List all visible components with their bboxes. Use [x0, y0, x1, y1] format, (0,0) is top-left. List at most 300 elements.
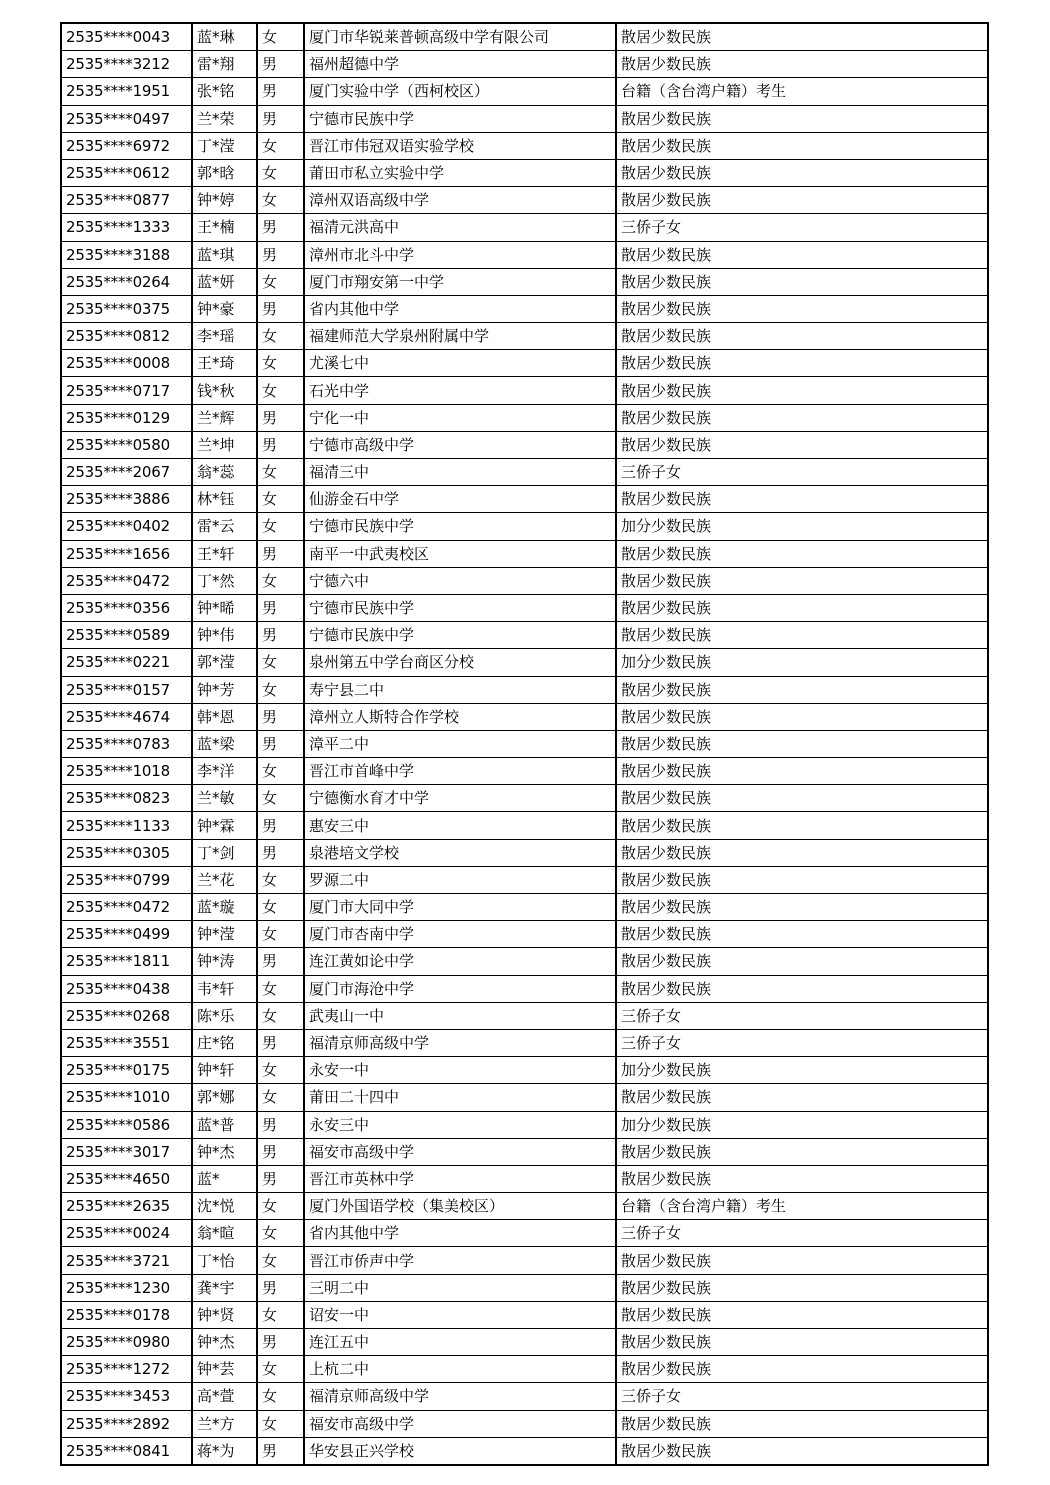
table-row [61, 1193, 988, 1220]
table-row [61, 431, 988, 458]
name-cell: 蓝*琳 [192, 23, 257, 51]
category-cell: 散居少数民族 [616, 948, 988, 975]
gender-cell: 女 [257, 1084, 304, 1111]
school-cell: 漳州立人斯特合作学校 [304, 703, 616, 730]
name-cell: 钟*涛 [192, 948, 257, 975]
candidate-id-cell: 2535****1133 [61, 812, 192, 839]
category-cell: 散居少数民族 [616, 159, 988, 186]
category-cell: 散居少数民族 [616, 567, 988, 594]
table-body [61, 23, 988, 1465]
gender-cell: 男 [257, 1138, 304, 1165]
gender-cell: 女 [257, 187, 304, 214]
name-cell: 王*轩 [192, 540, 257, 567]
table-row [61, 323, 988, 350]
school-cell: 宁德市民族中学 [304, 513, 616, 540]
gender-cell: 女 [257, 1220, 304, 1247]
category-cell: 散居少数民族 [616, 350, 988, 377]
category-cell: 散居少数民族 [616, 1301, 988, 1328]
gender-cell: 女 [257, 866, 304, 893]
name-cell: 郭*晗 [192, 159, 257, 186]
candidate-id-cell: 2535****0129 [61, 404, 192, 431]
category-cell: 散居少数民族 [616, 758, 988, 785]
school-cell: 惠安三中 [304, 812, 616, 839]
school-cell: 厦门市杏南中学 [304, 921, 616, 948]
table-row [61, 894, 988, 921]
table-row [61, 866, 988, 893]
name-cell: 沈*悦 [192, 1193, 257, 1220]
candidate-id-cell: 2535****0175 [61, 1057, 192, 1084]
name-cell: 蓝*璇 [192, 894, 257, 921]
name-cell: 钟*伟 [192, 622, 257, 649]
name-cell: 翁*暄 [192, 1220, 257, 1247]
school-cell: 厦门市翔安第一中学 [304, 268, 616, 295]
school-cell: 宁德六中 [304, 567, 616, 594]
candidate-id-cell: 2535****0612 [61, 159, 192, 186]
school-cell: 仙游金石中学 [304, 486, 616, 513]
table-row [61, 839, 988, 866]
gender-cell: 女 [257, 1301, 304, 1328]
name-cell: 钟*霖 [192, 812, 257, 839]
school-cell: 永安三中 [304, 1111, 616, 1138]
name-cell: 钟*贤 [192, 1301, 257, 1328]
school-cell: 莆田市私立实验中学 [304, 159, 616, 186]
table-row [61, 23, 988, 51]
school-cell: 省内其他中学 [304, 295, 616, 322]
gender-cell: 男 [257, 1111, 304, 1138]
school-cell: 福清三中 [304, 459, 616, 486]
candidate-id-cell: 2535****0589 [61, 622, 192, 649]
candidate-id-cell: 2535****0783 [61, 730, 192, 757]
gender-cell: 男 [257, 1437, 304, 1465]
table-row [61, 268, 988, 295]
name-cell: 韩*恩 [192, 703, 257, 730]
school-cell: 罗源二中 [304, 866, 616, 893]
category-cell: 散居少数民族 [616, 1138, 988, 1165]
candidate-id-cell: 2535****3551 [61, 1029, 192, 1056]
table-row [61, 295, 988, 322]
candidate-id-cell: 2535****0472 [61, 567, 192, 594]
category-cell: 散居少数民族 [616, 540, 988, 567]
school-cell: 福清京师高级中学 [304, 1029, 616, 1056]
table-row [61, 1410, 988, 1437]
table-row [61, 1111, 988, 1138]
name-cell: 李*洋 [192, 758, 257, 785]
category-cell: 散居少数民族 [616, 241, 988, 268]
school-cell: 漳平二中 [304, 730, 616, 757]
gender-cell: 男 [257, 51, 304, 78]
category-cell: 加分少数民族 [616, 1057, 988, 1084]
table-row [61, 921, 988, 948]
gender-cell: 女 [257, 377, 304, 404]
table-row [61, 1057, 988, 1084]
gender-cell: 女 [257, 350, 304, 377]
category-cell: 三侨子女 [616, 214, 988, 241]
candidate-id-cell: 2535****1333 [61, 214, 192, 241]
name-cell: 翁*蕊 [192, 459, 257, 486]
gender-cell: 男 [257, 241, 304, 268]
school-cell: 华安县正兴学校 [304, 1437, 616, 1465]
category-cell: 散居少数民族 [616, 975, 988, 1002]
name-cell: 蓝*妍 [192, 268, 257, 295]
candidate-id-cell: 2535****0221 [61, 649, 192, 676]
category-cell: 三侨子女 [616, 1002, 988, 1029]
category-cell: 散居少数民族 [616, 404, 988, 431]
school-cell: 福清京师高级中学 [304, 1383, 616, 1410]
gender-cell: 女 [257, 1410, 304, 1437]
gender-cell: 女 [257, 1383, 304, 1410]
candidate-table [60, 22, 989, 1466]
category-cell: 散居少数民族 [616, 785, 988, 812]
category-cell: 散居少数民族 [616, 486, 988, 513]
name-cell: 钟*滢 [192, 921, 257, 948]
name-cell: 丁*剑 [192, 839, 257, 866]
candidate-id-cell: 2535****0157 [61, 676, 192, 703]
category-cell: 散居少数民族 [616, 730, 988, 757]
category-cell: 散居少数民族 [616, 594, 988, 621]
candidate-id-cell: 2535****1230 [61, 1274, 192, 1301]
candidate-id-cell: 2535****3453 [61, 1383, 192, 1410]
table-row [61, 1274, 988, 1301]
category-cell: 散居少数民族 [616, 1165, 988, 1192]
school-cell: 宁化一中 [304, 404, 616, 431]
gender-cell: 女 [257, 1356, 304, 1383]
category-cell: 散居少数民族 [616, 268, 988, 295]
gender-cell: 男 [257, 105, 304, 132]
school-cell: 石光中学 [304, 377, 616, 404]
candidate-id-cell: 2535****0841 [61, 1437, 192, 1465]
school-cell: 宁德市民族中学 [304, 594, 616, 621]
table-row [61, 1084, 988, 1111]
gender-cell: 女 [257, 785, 304, 812]
table-row [61, 540, 988, 567]
candidate-id-cell: 2535****1656 [61, 540, 192, 567]
category-cell: 三侨子女 [616, 1029, 988, 1056]
name-cell: 韦*轩 [192, 975, 257, 1002]
candidate-id-cell: 2535****0497 [61, 105, 192, 132]
table-row [61, 567, 988, 594]
name-cell: 林*钰 [192, 486, 257, 513]
gender-cell: 女 [257, 1247, 304, 1274]
gender-cell: 女 [257, 159, 304, 186]
name-cell: 王*楠 [192, 214, 257, 241]
name-cell: 钟*芳 [192, 676, 257, 703]
table-row [61, 132, 988, 159]
candidate-id-cell: 2535****0402 [61, 513, 192, 540]
gender-cell: 男 [257, 594, 304, 621]
candidate-id-cell: 2535****3017 [61, 1138, 192, 1165]
table-row [61, 622, 988, 649]
gender-cell: 女 [257, 758, 304, 785]
school-cell: 永安一中 [304, 1057, 616, 1084]
candidate-id-cell: 2535****0008 [61, 350, 192, 377]
candidate-id-cell: 2535****1010 [61, 1084, 192, 1111]
name-cell: 兰*辉 [192, 404, 257, 431]
gender-cell: 女 [257, 921, 304, 948]
gender-cell: 男 [257, 1029, 304, 1056]
gender-cell: 女 [257, 459, 304, 486]
candidate-id-cell: 2535****3212 [61, 51, 192, 78]
category-cell: 散居少数民族 [616, 703, 988, 730]
school-cell: 泉港培文学校 [304, 839, 616, 866]
table-row [61, 948, 988, 975]
table-row [61, 241, 988, 268]
category-cell: 散居少数民族 [616, 812, 988, 839]
gender-cell: 男 [257, 540, 304, 567]
name-cell: 钟*婷 [192, 187, 257, 214]
table-row [61, 187, 988, 214]
name-cell: 钟*晞 [192, 594, 257, 621]
name-cell: 蓝* [192, 1165, 257, 1192]
table-row [61, 1165, 988, 1192]
gender-cell: 女 [257, 1057, 304, 1084]
category-cell: 三侨子女 [616, 459, 988, 486]
school-cell: 厦门市华锐莱普顿高级中学有限公司 [304, 23, 616, 51]
name-cell: 蓝*琪 [192, 241, 257, 268]
school-cell: 上杭二中 [304, 1356, 616, 1383]
gender-cell: 男 [257, 214, 304, 241]
table-row [61, 78, 988, 105]
name-cell: 陈*乐 [192, 1002, 257, 1029]
category-cell: 散居少数民族 [616, 1329, 988, 1356]
category-cell: 散居少数民族 [616, 622, 988, 649]
category-cell: 散居少数民族 [616, 1410, 988, 1437]
name-cell: 王*琦 [192, 350, 257, 377]
name-cell: 蒋*为 [192, 1437, 257, 1465]
table-row [61, 1329, 988, 1356]
category-cell: 散居少数民族 [616, 1437, 988, 1465]
category-cell: 散居少数民族 [616, 1084, 988, 1111]
school-cell: 福安市高级中学 [304, 1410, 616, 1437]
school-cell: 尤溪七中 [304, 350, 616, 377]
category-cell: 散居少数民族 [616, 431, 988, 458]
table-row [61, 1247, 988, 1274]
gender-cell: 女 [257, 676, 304, 703]
name-cell: 钟*轩 [192, 1057, 257, 1084]
table-row [61, 404, 988, 431]
table-row [61, 594, 988, 621]
name-cell: 蓝*普 [192, 1111, 257, 1138]
gender-cell: 男 [257, 295, 304, 322]
gender-cell: 女 [257, 513, 304, 540]
candidate-id-cell: 2535****0499 [61, 921, 192, 948]
gender-cell: 女 [257, 1002, 304, 1029]
candidate-id-cell: 2535****0264 [61, 268, 192, 295]
school-cell: 厦门市海沧中学 [304, 975, 616, 1002]
category-cell: 散居少数民族 [616, 1247, 988, 1274]
candidate-id-cell: 2535****4674 [61, 703, 192, 730]
gender-cell: 男 [257, 730, 304, 757]
name-cell: 张*铭 [192, 78, 257, 105]
candidate-id-cell: 2535****0717 [61, 377, 192, 404]
name-cell: 庄*铭 [192, 1029, 257, 1056]
school-cell: 宁德市民族中学 [304, 622, 616, 649]
name-cell: 高*萱 [192, 1383, 257, 1410]
gender-cell: 男 [257, 812, 304, 839]
category-cell: 加分少数民族 [616, 513, 988, 540]
category-cell: 散居少数民族 [616, 23, 988, 51]
category-cell: 散居少数民族 [616, 1274, 988, 1301]
gender-cell: 女 [257, 649, 304, 676]
category-cell: 散居少数民族 [616, 676, 988, 703]
candidate-id-cell: 2535****1951 [61, 78, 192, 105]
gender-cell: 女 [257, 567, 304, 594]
candidate-id-cell: 2535****2892 [61, 1410, 192, 1437]
school-cell: 三明二中 [304, 1274, 616, 1301]
school-cell: 福安市高级中学 [304, 1138, 616, 1165]
table-row [61, 785, 988, 812]
name-cell: 雷*云 [192, 513, 257, 540]
candidate-id-cell: 2535****0438 [61, 975, 192, 1002]
school-cell: 宁德市高级中学 [304, 431, 616, 458]
gender-cell: 男 [257, 948, 304, 975]
gender-cell: 男 [257, 1329, 304, 1356]
school-cell: 福清元洪高中 [304, 214, 616, 241]
candidate-id-cell: 2535****2067 [61, 459, 192, 486]
candidate-id-cell: 2535****0877 [61, 187, 192, 214]
table-row [61, 214, 988, 241]
school-cell: 连江黄如论中学 [304, 948, 616, 975]
name-cell: 雷*翔 [192, 51, 257, 78]
name-cell: 兰*方 [192, 1410, 257, 1437]
school-cell: 厦门实验中学（西柯校区） [304, 78, 616, 105]
gender-cell: 女 [257, 132, 304, 159]
category-cell: 散居少数民族 [616, 921, 988, 948]
category-cell: 散居少数民族 [616, 187, 988, 214]
name-cell: 蓝*梁 [192, 730, 257, 757]
candidate-id-cell: 2535****3886 [61, 486, 192, 513]
table-row [61, 159, 988, 186]
school-cell: 漳州双语高级中学 [304, 187, 616, 214]
gender-cell: 男 [257, 1165, 304, 1192]
school-cell: 晋江市首峰中学 [304, 758, 616, 785]
category-cell: 加分少数民族 [616, 1111, 988, 1138]
gender-cell: 男 [257, 622, 304, 649]
gender-cell: 女 [257, 23, 304, 51]
school-cell: 诏安一中 [304, 1301, 616, 1328]
school-cell: 泉州第五中学台商区分校 [304, 649, 616, 676]
table-row [61, 730, 988, 757]
table-row [61, 975, 988, 1002]
name-cell: 兰*荣 [192, 105, 257, 132]
category-cell: 台籍（含台湾户籍）考生 [616, 78, 988, 105]
school-cell: 莆田二十四中 [304, 1084, 616, 1111]
school-cell: 福建师范大学泉州附属中学 [304, 323, 616, 350]
gender-cell: 女 [257, 486, 304, 513]
school-cell: 连江五中 [304, 1329, 616, 1356]
table-row [61, 703, 988, 730]
gender-cell: 男 [257, 839, 304, 866]
gender-cell: 女 [257, 323, 304, 350]
table-row [61, 1301, 988, 1328]
school-cell: 福州超德中学 [304, 51, 616, 78]
category-cell: 散居少数民族 [616, 323, 988, 350]
gender-cell: 男 [257, 703, 304, 730]
gender-cell: 女 [257, 1193, 304, 1220]
name-cell: 丁*然 [192, 567, 257, 594]
school-cell: 宁德衡水育才中学 [304, 785, 616, 812]
gender-cell: 女 [257, 975, 304, 1002]
school-cell: 晋江市伟冠双语实验学校 [304, 132, 616, 159]
school-cell: 漳州市北斗中学 [304, 241, 616, 268]
candidate-id-cell: 2535****2635 [61, 1193, 192, 1220]
table-row [61, 1138, 988, 1165]
name-cell: 李*瑶 [192, 323, 257, 350]
candidate-id-cell: 2535****0268 [61, 1002, 192, 1029]
candidate-id-cell: 2535****0799 [61, 866, 192, 893]
candidate-id-cell: 2535****1272 [61, 1356, 192, 1383]
name-cell: 钱*秋 [192, 377, 257, 404]
gender-cell: 男 [257, 404, 304, 431]
name-cell: 郭*娜 [192, 1084, 257, 1111]
candidate-id-cell: 2535****0812 [61, 323, 192, 350]
table-row [61, 1029, 988, 1056]
table-row [61, 459, 988, 486]
table-row [61, 513, 988, 540]
table-row [61, 377, 988, 404]
name-cell: 兰*敏 [192, 785, 257, 812]
category-cell: 散居少数民族 [616, 295, 988, 322]
category-cell: 三侨子女 [616, 1220, 988, 1247]
table-row [61, 676, 988, 703]
category-cell: 散居少数民族 [616, 132, 988, 159]
candidate-id-cell: 2535****0024 [61, 1220, 192, 1247]
school-cell: 宁德市民族中学 [304, 105, 616, 132]
candidate-id-cell: 2535****0178 [61, 1301, 192, 1328]
category-cell: 散居少数民族 [616, 51, 988, 78]
table-row [61, 758, 988, 785]
table-row [61, 486, 988, 513]
candidate-id-cell: 2535****0580 [61, 431, 192, 458]
name-cell: 钟*杰 [192, 1329, 257, 1356]
gender-cell: 女 [257, 894, 304, 921]
candidate-id-cell: 2535****0305 [61, 839, 192, 866]
candidate-id-cell: 2535****0356 [61, 594, 192, 621]
candidate-id-cell: 2535****0823 [61, 785, 192, 812]
name-cell: 兰*花 [192, 866, 257, 893]
school-cell: 厦门外国语学校（集美校区） [304, 1193, 616, 1220]
school-cell: 晋江市侨声中学 [304, 1247, 616, 1274]
gender-cell: 男 [257, 78, 304, 105]
table-row [61, 1002, 988, 1029]
school-cell: 晋江市英林中学 [304, 1165, 616, 1192]
category-cell: 台籍（含台湾户籍）考生 [616, 1193, 988, 1220]
category-cell: 散居少数民族 [616, 105, 988, 132]
candidate-id-cell: 2535****0980 [61, 1329, 192, 1356]
candidate-id-cell: 2535****6972 [61, 132, 192, 159]
candidate-id-cell: 2535****0043 [61, 23, 192, 51]
table-row [61, 51, 988, 78]
school-cell: 寿宁县二中 [304, 676, 616, 703]
candidate-id-cell: 2535****3188 [61, 241, 192, 268]
candidate-id-cell: 2535****3721 [61, 1247, 192, 1274]
school-cell: 厦门市大同中学 [304, 894, 616, 921]
candidate-id-cell: 2535****1811 [61, 948, 192, 975]
candidate-id-cell: 2535****0375 [61, 295, 192, 322]
table-row [61, 1220, 988, 1247]
gender-cell: 男 [257, 1274, 304, 1301]
name-cell: 兰*坤 [192, 431, 257, 458]
category-cell: 加分少数民族 [616, 649, 988, 676]
name-cell: 钟*杰 [192, 1138, 257, 1165]
table-row [61, 812, 988, 839]
candidate-id-cell: 2535****0472 [61, 894, 192, 921]
table-row [61, 649, 988, 676]
table-row [61, 1356, 988, 1383]
category-cell: 散居少数民族 [616, 377, 988, 404]
name-cell: 龚*宇 [192, 1274, 257, 1301]
school-cell: 省内其他中学 [304, 1220, 616, 1247]
gender-cell: 男 [257, 431, 304, 458]
